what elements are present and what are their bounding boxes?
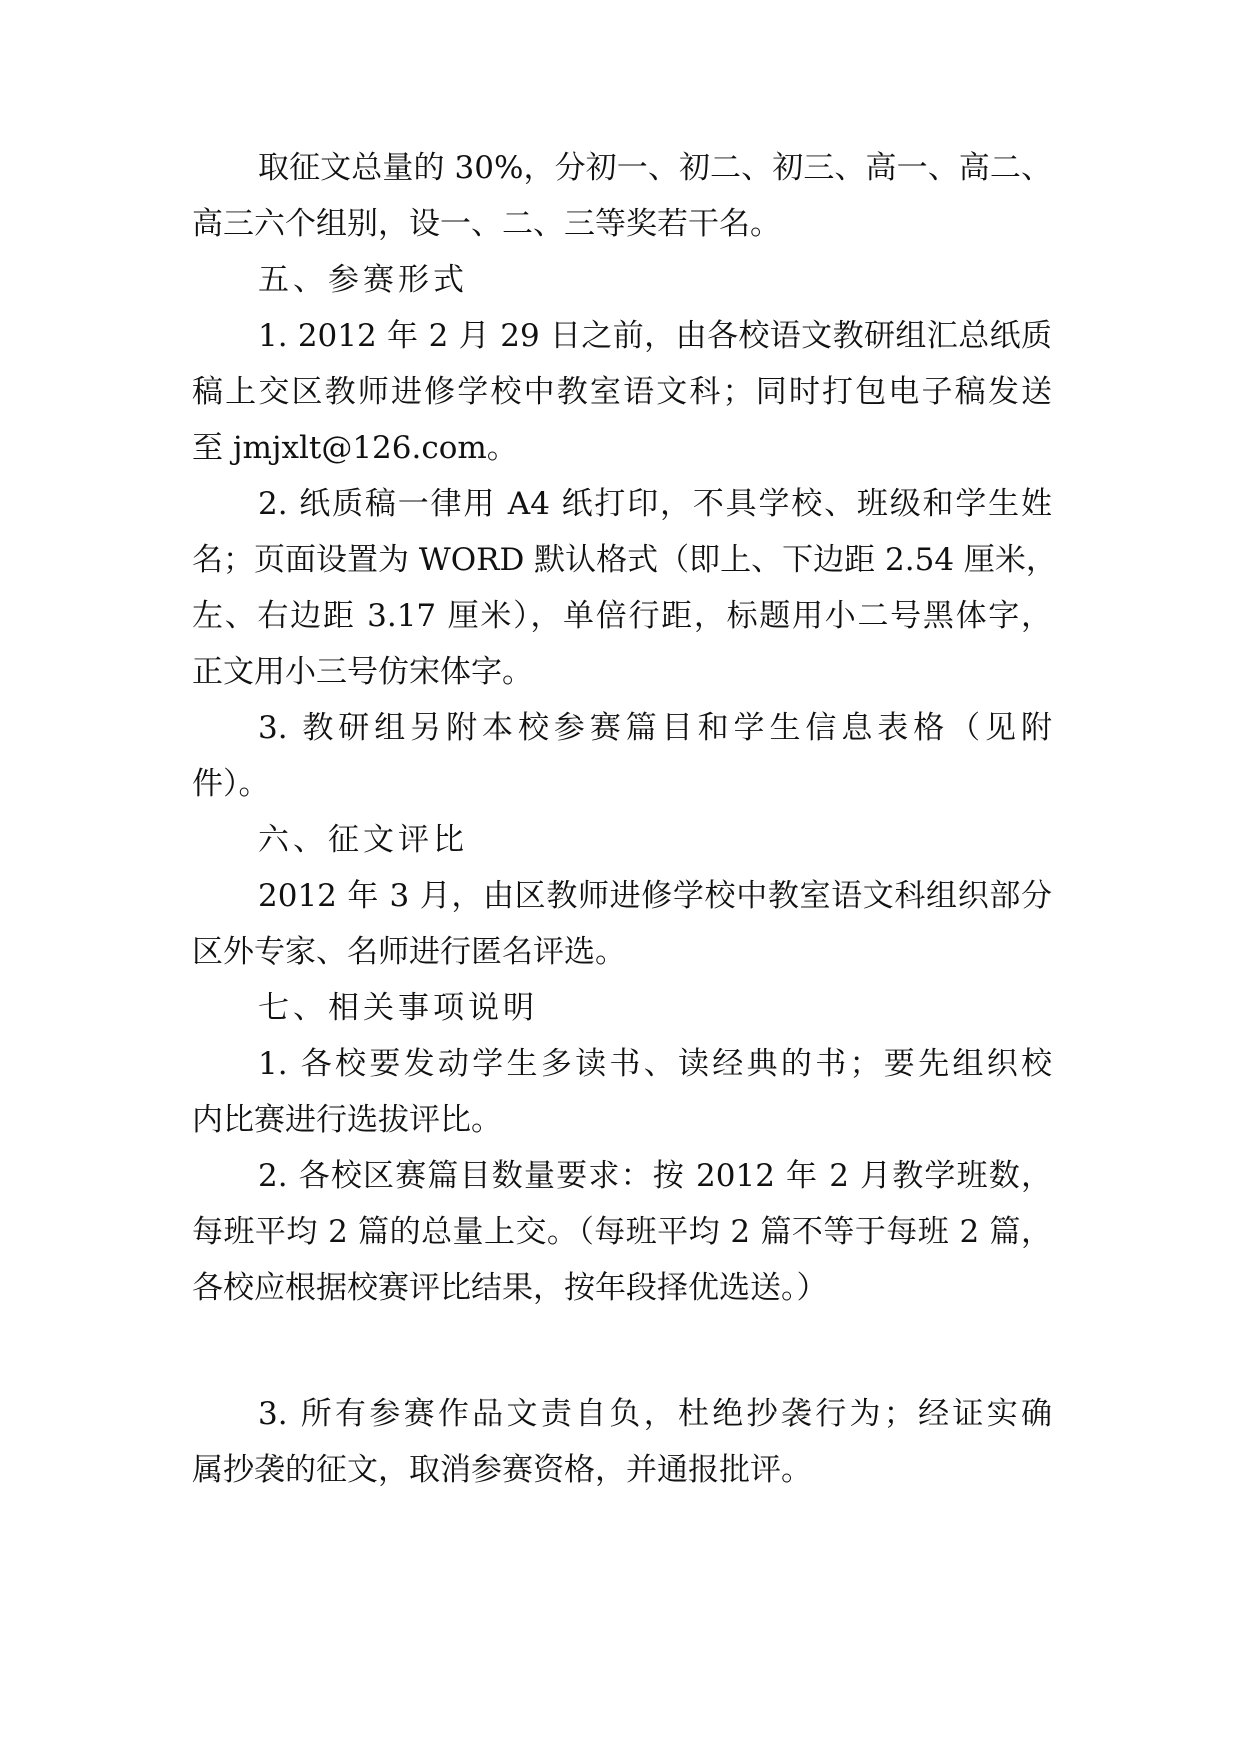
section-heading: 七、相关事项说明 xyxy=(258,990,538,1026)
paragraph-line: 高三六个组别，设一、二、三等奖若干名。 xyxy=(192,206,781,242)
paragraph-line: 属抄袭的征文，取消参赛资格，并通报批评。 xyxy=(192,1452,812,1488)
paragraph-line: 1. 各校要发动学生多读书、读经典的书；要先组织校 xyxy=(258,1046,1052,1082)
paragraph-line: 区外专家、名师进行匿名评选。 xyxy=(192,934,626,970)
section-heading: 五、参赛形式 xyxy=(258,262,468,298)
paragraph-line: 各校应根据校赛评比结果，按年段择优选送。） xyxy=(192,1270,828,1306)
paragraph-line: 至 jmjxlt@126.com。 xyxy=(192,430,518,466)
paragraph-line: 取征文总量的 30%，分初一、初二、初三、高一、高二、 xyxy=(258,150,1052,186)
paragraph-line: 2. 各校区赛篇目数量要求：按 2012 年 2 月教学班数， xyxy=(258,1158,1052,1194)
paragraph-line: 内比赛进行选拔评比。 xyxy=(192,1102,502,1138)
paragraph-line: 1. 2012 年 2 月 29 日之前，由各校语文教研组汇总纸质 xyxy=(258,318,1052,354)
paragraph-line: 3. 所有参赛作品文责自负，杜绝抄袭行为；经证实确 xyxy=(258,1396,1052,1432)
paragraph-line: 2. 纸质稿一律用 A4 纸打印，不具学校、班级和学生姓 xyxy=(258,486,1052,522)
paragraph-line: 名；页面设置为 WORD 默认格式（即上、下边距 2.54 厘米， xyxy=(192,542,1057,578)
paragraph-line: 2012 年 3 月，由区教师进修学校中教室语文科组织部分 xyxy=(258,878,1052,914)
paragraph-line: 左、右边距 3.17 厘米），单倍行距，标题用小二号黑体字， xyxy=(192,598,1052,634)
paragraph-line: 件）。 xyxy=(192,766,270,802)
paragraph-line: 3. 教研组另附本校参赛篇目和学生信息表格（见附 xyxy=(258,710,1052,746)
paragraph-line: 每班平均 2 篇的总量上交。（每班平均 2 篇不等于每班 2 篇， xyxy=(192,1214,1052,1250)
section-heading: 六、征文评比 xyxy=(258,822,468,858)
paragraph-line: 稿上交区教师进修学校中教室语文科；同时打包电子稿发送 xyxy=(192,374,1052,410)
paragraph-line: 正文用小三号仿宋体字。 xyxy=(192,654,533,690)
